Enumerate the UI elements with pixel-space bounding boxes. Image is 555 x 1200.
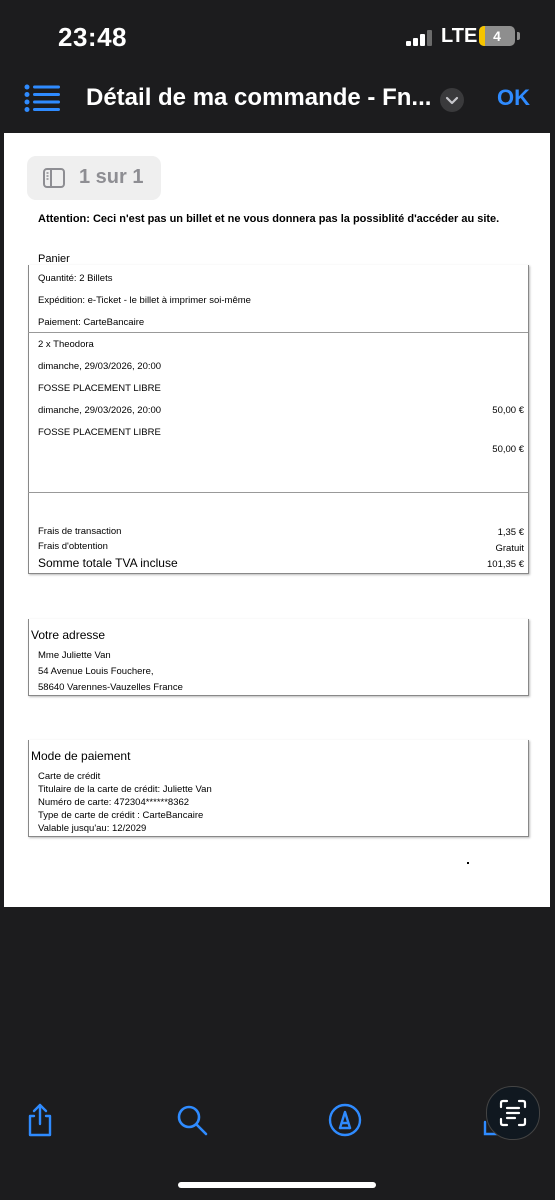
cart-title: Panier [38,253,70,265]
document-title[interactable]: Détail de ma commande - Fn... [86,84,432,111]
payment-title: Mode de paiement [31,749,131,763]
cart-line1-zone: FOSSE PLACEMENT LIBRE [38,383,161,394]
address-street: 54 Avenue Louis Fouchere, [38,666,154,677]
cart-box [28,265,529,574]
network-type: LTE [441,25,478,47]
live-text-icon [487,1087,539,1139]
page-indicator [27,156,161,200]
ticket-warning: Attention: Ceci n'est pas un billet et ne vous donnera pas la possiblité d'accéder au site. [38,213,500,225]
address-box [28,619,529,696]
markup-icon[interactable] [327,1102,363,1138]
address-city: 58640 Varennes-Vauzelles France [38,682,183,693]
live-text-button[interactable] [486,1086,540,1140]
cellular-signal-icon [406,30,436,46]
document-page [4,133,550,907]
payment-valid-until: Valable jusqu'au: 12/2029 [38,823,147,834]
payment-card-type: Type de carte de crédit : CarteBancaire [38,810,204,821]
fees-value: 1,35 € [497,527,524,538]
share-icon[interactable] [22,1102,58,1138]
obtain-value: Gratuit [495,543,524,554]
nav-bar [0,72,555,126]
battery-icon [479,26,515,46]
cart-payment: Paiement: CarteBancaire [38,317,145,328]
cart-line2-zone: FOSSE PLACEMENT LIBRE [38,427,161,438]
cart-quantity: Quantité: 2 Billets [38,273,113,284]
payment-holder: Titulaire de la carte de crédit: Juliette Van [38,784,212,795]
chevron-down-icon [440,88,464,112]
cart-line2-date: dimanche, 29/03/2026, 20:00 [38,405,162,416]
status-time: 23:48 [58,22,127,52]
fees-label: Frais de transaction [38,526,122,537]
battery-level: 4 [493,28,501,44]
payment-card-number: Numéro de carte: 472304******8362 [38,797,190,808]
title-menu-button[interactable] [440,88,464,112]
payment-type: Carte de crédit [38,771,101,782]
cart-line3-price: 50,00 € [492,444,524,455]
sidebar-pages-icon [43,168,65,188]
total-label: Somme totale TVA incluse [38,556,178,570]
cart-shipping: Expédition: e-Ticket - le billet à imprimer soi-même [38,295,251,306]
page-indicator-label: 1 sur 1 [79,166,144,188]
status-bar [0,0,555,70]
thumbnail-list-icon[interactable] [24,84,60,112]
address-title: Votre adresse [31,628,106,642]
cart-line1-date: dimanche, 29/03/2026, 20:00 [38,361,162,372]
cart-line2-price: 50,00 € [492,405,524,416]
battery-cap [517,32,520,40]
page-dot [467,862,469,864]
search-icon[interactable] [174,1102,210,1138]
done-button[interactable]: OK [497,85,530,110]
obtain-label: Frais d'obtention [38,541,108,552]
payment-box [28,740,529,837]
total-value: 101,35 € [487,559,524,570]
cart-item-name: 2 x Theodora [38,339,94,350]
address-name: Mme Juliette Van [38,650,111,661]
home-indicator[interactable] [178,1182,376,1188]
